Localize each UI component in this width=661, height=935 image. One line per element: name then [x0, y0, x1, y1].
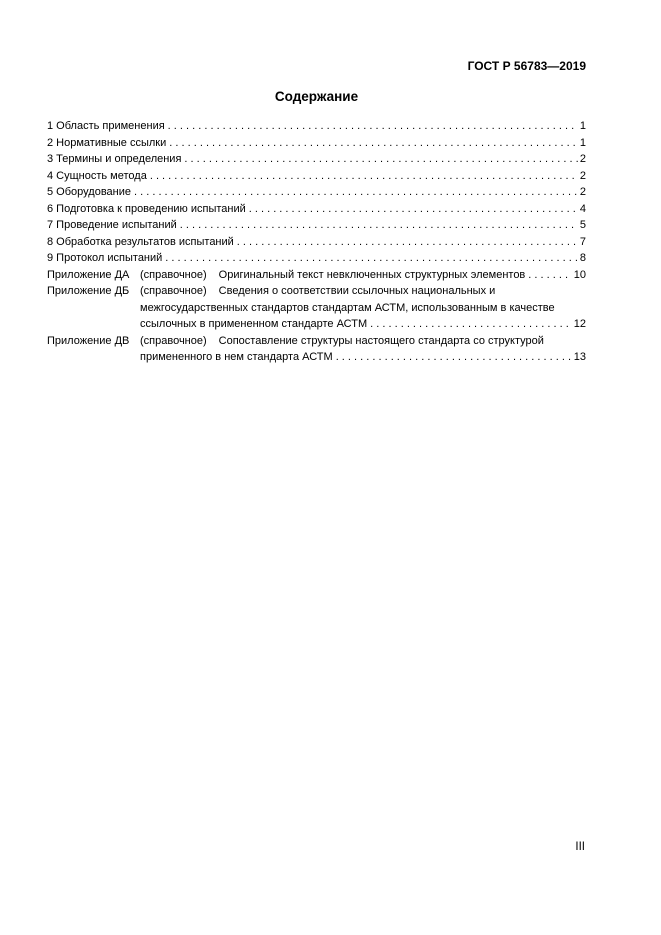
- appendix-entry: [47, 267, 586, 284]
- toc-entry-title: 6 Подготовка к проведению испытаний: [47, 202, 246, 215]
- appendix-text: межгосударственных стандартов стандартам АСТМ, использованным в качестве: [140, 301, 555, 314]
- appendix-entry: [47, 333, 586, 366]
- dot-leader: [237, 234, 578, 251]
- toc-entry-page: 4: [579, 202, 586, 215]
- appendix-text: примененного в нем стандарта АСТМ: [140, 351, 333, 363]
- appendix-note: (справочное): [140, 268, 207, 281]
- toc-entry: [47, 168, 586, 185]
- dot-leader: [134, 184, 578, 201]
- appendix-label: Приложение ДА: [47, 268, 130, 281]
- toc-entry: [47, 118, 586, 135]
- toc-entry-title: 7 Проведение испытаний: [47, 219, 177, 231]
- page-title: Содержание: [274, 89, 359, 104]
- appendix-label: Приложение ДБ: [47, 285, 130, 297]
- appendix-text: Оригинальный текст невключенных структурных элементов: [218, 268, 526, 281]
- toc-entry: [47, 250, 586, 267]
- toc-entry: [47, 184, 586, 201]
- toc-entry-title: 2 Нормативные ссылки: [47, 136, 167, 149]
- appendix-line: [140, 283, 586, 300]
- toc-entry-page: 8: [579, 252, 586, 264]
- appendix-line: [140, 300, 586, 317]
- toc-entry-title: 9 Протокол испытаний: [47, 252, 163, 264]
- appendix-list: [47, 267, 586, 366]
- appendix-page: 12: [573, 318, 586, 330]
- appendix-text: Сопоставление структуры настоящего стандарта со структурой: [218, 334, 544, 347]
- toc-entry-title: 3 Термины и определения: [47, 153, 182, 165]
- appendix-line: [140, 333, 586, 350]
- toc-entry-page: 2: [579, 169, 586, 182]
- appendix-body: [140, 267, 586, 284]
- appendix-text: Сведения о соответствии ссылочных национальных и: [218, 285, 496, 297]
- appendix-line: [140, 316, 586, 333]
- footer-page-number: III: [575, 841, 585, 853]
- toc-entry: [47, 201, 586, 218]
- dot-leader: [528, 267, 571, 284]
- toc-entry-page: 7: [579, 235, 586, 248]
- appendix-page: 10: [573, 268, 586, 281]
- toc-entry: [47, 234, 586, 251]
- toc-entry: [47, 151, 586, 168]
- dot-leader: [336, 349, 572, 366]
- dot-leader: [180, 217, 578, 234]
- appendix-note: (справочное): [140, 334, 207, 347]
- appendix-entry: [47, 283, 586, 333]
- appendix-line: [140, 267, 586, 284]
- dot-leader: [168, 118, 578, 135]
- toc-entry-title: 4 Сущность метода: [47, 169, 147, 182]
- toc-entry-title: 1 Область применения: [47, 120, 165, 132]
- dot-leader: [370, 316, 572, 333]
- dot-leader: [150, 168, 578, 185]
- appendix-line: [140, 349, 586, 366]
- appendix-body: [140, 333, 586, 366]
- appendix-page: 13: [573, 351, 586, 363]
- appendix-text: ссылочных в примененном стандарте АСТМ: [140, 318, 368, 330]
- dot-leader: [184, 151, 577, 168]
- toc-entry: [47, 217, 586, 234]
- toc-entry-page: 2: [579, 153, 586, 165]
- appendix-body: [140, 283, 586, 333]
- dot-leader: [165, 250, 578, 267]
- dot-leader: [169, 135, 578, 152]
- toc-entry-page: 2: [579, 186, 586, 198]
- toc-list: [47, 118, 586, 267]
- toc-entry-page: 1: [579, 136, 586, 149]
- appendix-note: (справочное): [140, 285, 207, 297]
- toc-entry-title: 8 Обработка результатов испытаний: [47, 235, 234, 248]
- toc-entry: [47, 135, 586, 152]
- toc-entry-title: 5 Оборудование: [47, 186, 131, 198]
- doc-number: ГОСТ Р 56783—2019: [467, 59, 586, 73]
- toc-entry-page: 5: [579, 219, 586, 231]
- dot-leader: [249, 201, 578, 218]
- appendix-label: Приложение ДВ: [47, 334, 130, 347]
- toc-entry-page: 1: [579, 120, 586, 132]
